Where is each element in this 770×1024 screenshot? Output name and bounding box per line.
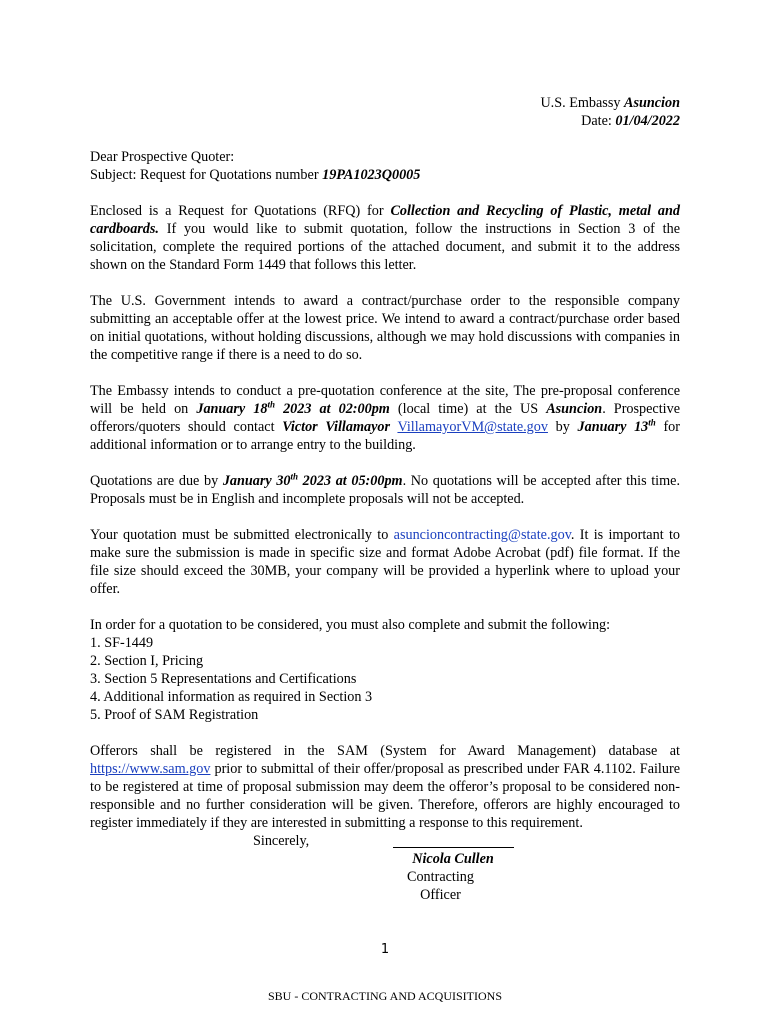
paragraph-submission: Your quotation must be submitted electronically to asuncioncontracting@state.gov. It is important to make sure the submission is made in specific size and format Adobe Acrobat (pdf) file format. If the file size should exceed the 30MB, your company will be provided a hyperlink where to upload your offer. bbox=[90, 527, 680, 597]
requirements-list bbox=[90, 634, 680, 724]
signer-title: Contracting Officer bbox=[407, 869, 474, 903]
signer-name: Nicola Cullen bbox=[412, 851, 494, 867]
sam-link[interactable]: https://www.sam.gov bbox=[90, 761, 211, 777]
rfq-number: 19PA1023Q0005 bbox=[322, 167, 421, 183]
salutation: Dear Prospective Quoter: bbox=[90, 149, 235, 165]
paragraph-due-date: Quotations are due by January 30th 2023 at 05:00pm. No quotations will be accepted after this time. Proposals must be in English and incomplete proposals will not be accepted. bbox=[90, 471, 681, 507]
list-item: 1. SF-1449 bbox=[90, 635, 154, 651]
letter-body bbox=[90, 94, 681, 903]
paragraph-sam: Offerors shall be registered in the SAM (System for Award Management) database at https://www.sam.gov prior to submittal of their offer/proposal as prescribed under FAR 4.1102. Failure to be registered at time of proposal submission may deem the offeror’s proposal to be considered non-responsible and no further consideration will be given. Therefore, offerors are highly encouraged to register immediately if they are interested in submitting a response to this requirement. bbox=[90, 743, 680, 831]
list-item: 3. Section 5 Representations and Certifications bbox=[90, 671, 357, 687]
signature-block bbox=[90, 832, 680, 903]
submission-email-link[interactable]: asuncioncontracting@state.gov bbox=[393, 527, 571, 543]
list-item: 5. Proof of SAM Registration bbox=[90, 707, 259, 723]
footer-classification: SBU - CONTRACTING AND ACQUISITIONS bbox=[267, 989, 502, 1003]
signature-line bbox=[393, 832, 514, 848]
date-line: Date: 01/04/2022 bbox=[581, 113, 680, 129]
requirements-intro: In order for a quotation to be considered, you must also complete and submit the following: bbox=[90, 617, 611, 633]
subject-line: Subject: Request for Quotations number 19PA1023Q0005 bbox=[90, 167, 421, 183]
closing: Sincerely, bbox=[253, 833, 310, 849]
paragraph-award: The U.S. Government intends to award a contract/purchase order to the responsible company submitting an acceptable offer at the lowest price. We intend to award a contract/purchase order based on initial quotations, without holding discussions, although we may hold discussions with companies in the competitive range if there is a need to do so. bbox=[90, 293, 680, 363]
list-item: 4. Additional information as required in Section 3 bbox=[90, 689, 373, 705]
paragraph-conference: The Embassy intends to conduct a pre-quotation conference at the site, The pre-proposal conference will be held on January 18th 2023 at 02:00pm (local time) at the US Asuncion. Prospective offerors/quoters should contact Victor Villamayor VillamayorVM@state.gov by January 13th for additional information or to arrange entry to the building. bbox=[90, 383, 681, 453]
list-item: 2. Section I, Pricing bbox=[90, 653, 204, 669]
page-number: 1 bbox=[380, 942, 390, 957]
embassy-city: Asuncion bbox=[624, 95, 680, 111]
contact-email-link[interactable]: VillamayorVM@state.gov bbox=[397, 419, 548, 435]
date-value: 01/04/2022 bbox=[615, 113, 680, 129]
paragraph-enclosed: Enclosed is a Request for Quotations (RFQ) for Collection and Recycling of Plastic, metal and cardboards. If you would like to submit quotation, follow the instructions in Section 3 of the solicitation, complete the required portions of the attached document, and submit it to the address shown on the Standard Form 1449 that follows this letter. bbox=[90, 203, 681, 273]
embassy-line: U.S. Embassy Asuncion bbox=[540, 95, 680, 111]
